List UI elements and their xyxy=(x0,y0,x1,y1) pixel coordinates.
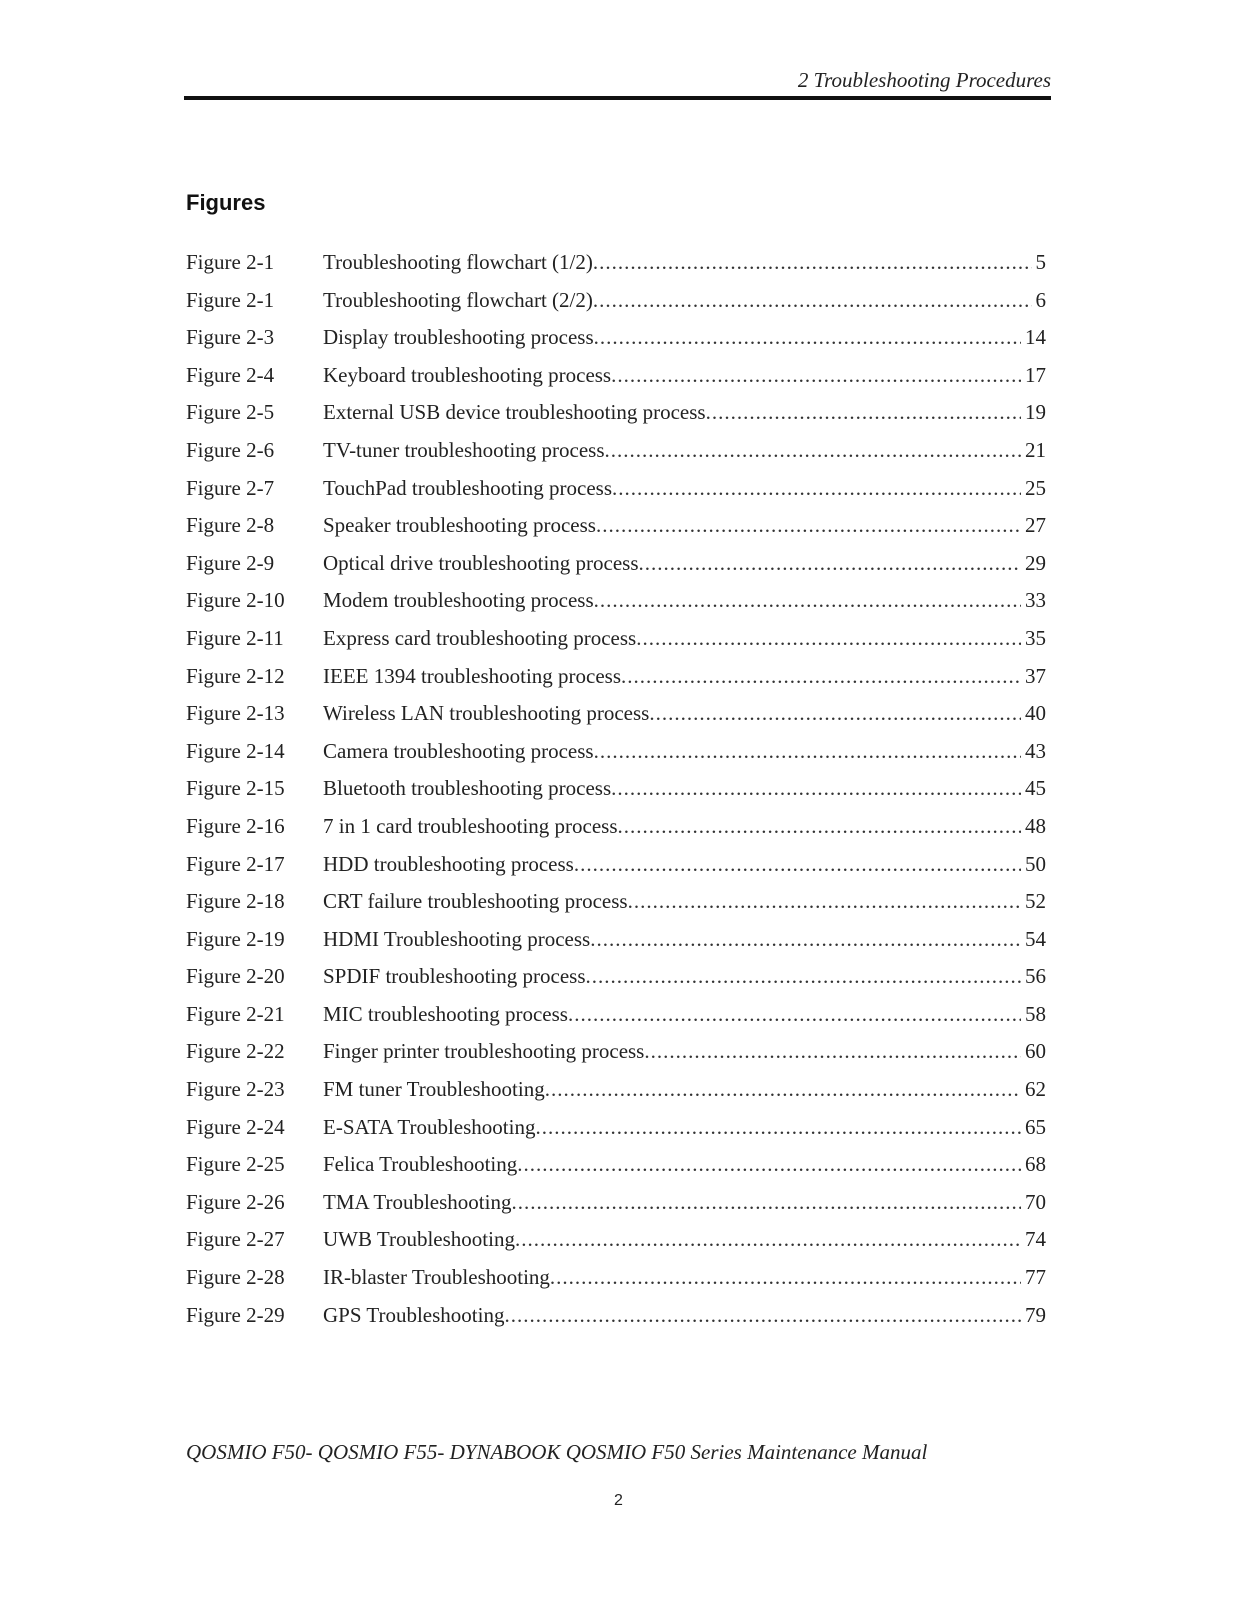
figure-entry-text xyxy=(323,662,1046,690)
figure-title: Speaker troubleshooting process xyxy=(323,513,596,538)
figure-entry-text xyxy=(323,1037,1046,1065)
figure-title: GPS Troubleshooting xyxy=(323,1302,505,1327)
figure-label: Figure 2-6 xyxy=(186,437,275,462)
figure-label: Figure 2-23 xyxy=(186,1077,285,1102)
figure-label: Figure 2-25 xyxy=(186,1152,285,1177)
figure-entry[interactable] xyxy=(186,1075,1046,1113)
figure-label: Figure 2-29 xyxy=(186,1302,285,1327)
figure-label: Figure 2-14 xyxy=(186,738,285,763)
figure-entry-text xyxy=(323,737,1046,765)
figure-page-number: 43 xyxy=(1025,738,1046,763)
figure-entry[interactable] xyxy=(186,962,1046,1000)
dot-leader xyxy=(611,361,1021,389)
figure-entry-text xyxy=(323,1225,1046,1253)
running-header: 2 Troubleshooting Procedures xyxy=(797,68,1051,92)
figure-entry-text xyxy=(323,887,1046,915)
figure-page-number: 25 xyxy=(1025,475,1046,500)
figure-page-number: 70 xyxy=(1025,1189,1046,1214)
figure-title: E-SATA Troubleshooting xyxy=(323,1114,536,1139)
figure-page-number: 45 xyxy=(1025,776,1046,801)
figure-list xyxy=(186,248,1046,1338)
figure-label: Figure 2-7 xyxy=(186,475,275,500)
figure-entry[interactable] xyxy=(186,812,1046,850)
figure-entry-text xyxy=(323,812,1046,840)
dot-leader xyxy=(511,1188,1021,1216)
figure-page-number: 40 xyxy=(1025,701,1046,726)
dot-leader xyxy=(628,887,1021,915)
figure-page-number: 62 xyxy=(1025,1077,1046,1102)
figure-label: Figure 2-1 xyxy=(186,250,275,274)
figure-entry[interactable] xyxy=(186,1037,1046,1075)
figure-page-number: 50 xyxy=(1025,851,1046,876)
dot-leader xyxy=(649,699,1021,727)
figure-entry[interactable] xyxy=(186,624,1046,662)
figure-title: 7 in 1 card troubleshooting process xyxy=(323,813,618,838)
figure-entry-text xyxy=(323,774,1046,802)
figure-entry[interactable] xyxy=(186,699,1046,737)
figure-title: Optical drive troubleshooting process xyxy=(323,550,639,575)
dot-leader xyxy=(550,1263,1021,1291)
figure-page-number: 52 xyxy=(1025,889,1046,914)
figure-page-number: 58 xyxy=(1025,1001,1046,1026)
figure-title: Keyboard troubleshooting process xyxy=(323,362,612,387)
figure-label: Figure 2-4 xyxy=(186,362,275,387)
figure-page-number: 5 xyxy=(1035,250,1046,274)
dot-leader xyxy=(636,624,1021,652)
figure-title: Troubleshooting flowchart (1/2) xyxy=(323,250,593,274)
figure-title: Wireless LAN troubleshooting process xyxy=(323,701,650,726)
figure-page-number: 65 xyxy=(1025,1114,1046,1139)
figure-page-number: 17 xyxy=(1025,362,1046,387)
figure-label: Figure 2-1 xyxy=(186,287,275,312)
figure-title: HDD troubleshooting process xyxy=(323,851,574,876)
dot-leader xyxy=(593,286,1032,314)
dot-leader xyxy=(612,474,1021,502)
figure-entry-text xyxy=(323,1075,1046,1103)
figure-title: TouchPad troubleshooting process xyxy=(323,475,612,500)
section-title: Figures xyxy=(186,190,266,215)
dot-leader xyxy=(515,1225,1021,1253)
figure-title: SPDIF troubleshooting process xyxy=(323,964,586,989)
dot-leader xyxy=(586,962,1022,990)
figure-title: Troubleshooting flowchart (2/2) xyxy=(323,287,593,312)
figure-title: UWB Troubleshooting xyxy=(323,1227,515,1252)
figure-page-number: 37 xyxy=(1025,663,1046,688)
figure-entry[interactable] xyxy=(186,850,1046,888)
figure-entry[interactable] xyxy=(186,887,1046,925)
figure-entry-text xyxy=(323,1188,1046,1216)
figure-label: Figure 2-24 xyxy=(186,1114,285,1139)
figure-page-number: 19 xyxy=(1025,400,1046,425)
figure-entry-text xyxy=(323,1301,1046,1329)
dot-leader xyxy=(545,1075,1021,1103)
figure-label: Figure 2-17 xyxy=(186,851,285,876)
figure-page-number: 54 xyxy=(1025,926,1046,951)
figure-entry[interactable] xyxy=(186,1113,1046,1151)
figure-entry[interactable] xyxy=(186,323,1046,361)
figure-page-number: 35 xyxy=(1025,625,1046,650)
figure-title: FM tuner Troubleshooting xyxy=(323,1077,545,1102)
figure-entry[interactable] xyxy=(186,662,1046,700)
figure-entry[interactable] xyxy=(186,925,1046,963)
figure-label: Figure 2-18 xyxy=(186,889,285,914)
figure-entry[interactable] xyxy=(186,586,1046,624)
figure-title: Camera troubleshooting process xyxy=(323,738,594,763)
figure-entry[interactable] xyxy=(186,774,1046,812)
figure-label: Figure 2-28 xyxy=(186,1265,285,1290)
figure-page-number: 48 xyxy=(1025,813,1046,838)
dot-leader xyxy=(594,737,1021,765)
dot-leader xyxy=(504,1301,1021,1329)
dot-leader xyxy=(535,1113,1021,1141)
figure-title: TMA Troubleshooting xyxy=(323,1189,512,1214)
figure-page-number: 14 xyxy=(1025,325,1046,350)
figure-title: TV-tuner troubleshooting process xyxy=(323,437,605,462)
figure-entry-text xyxy=(323,474,1046,502)
figure-label: Figure 2-21 xyxy=(186,1001,285,1026)
dot-leader xyxy=(593,248,1032,276)
figure-entry-text xyxy=(323,586,1046,614)
figure-entry-text xyxy=(323,436,1046,464)
figure-label: Figure 2-12 xyxy=(186,663,285,688)
dot-leader xyxy=(706,398,1021,426)
figure-label: Figure 2-13 xyxy=(186,701,285,726)
figure-entry-text xyxy=(323,323,1046,351)
figure-label: Figure 2-10 xyxy=(186,588,285,613)
figure-entry-text xyxy=(323,398,1046,426)
figure-entry-text xyxy=(323,511,1046,539)
figure-title: MIC troubleshooting process xyxy=(323,1001,568,1026)
figure-entry[interactable] xyxy=(186,474,1046,512)
figure-title: CRT failure troubleshooting process xyxy=(323,889,628,914)
figure-page-number: 6 xyxy=(1035,287,1046,312)
figure-title: Modem troubleshooting process xyxy=(323,588,594,613)
figure-entry-text xyxy=(323,624,1046,652)
figure-title: External USB device troubleshooting process xyxy=(323,400,706,425)
figure-label: Figure 2-15 xyxy=(186,776,285,801)
figure-entry[interactable] xyxy=(186,1263,1046,1301)
figure-label: Figure 2-9 xyxy=(186,550,275,575)
figure-page-number: 77 xyxy=(1025,1265,1046,1290)
dot-leader xyxy=(621,662,1021,690)
figure-title: IR-blaster Troubleshooting xyxy=(323,1265,550,1290)
dot-leader xyxy=(574,850,1021,878)
figure-title: Felica Troubleshooting xyxy=(323,1152,518,1177)
figure-title: Display troubleshooting process xyxy=(323,325,594,350)
figure-title: HDMI Troubleshooting process xyxy=(323,926,591,951)
figure-page-number: 27 xyxy=(1025,513,1046,538)
figure-label: Figure 2-22 xyxy=(186,1039,285,1064)
dot-leader xyxy=(639,549,1021,577)
figure-entry[interactable] xyxy=(186,286,1046,324)
figure-label: Figure 2-11 xyxy=(186,625,284,650)
figure-entry-text xyxy=(323,850,1046,878)
figure-title: IEEE 1394 troubleshooting process xyxy=(323,663,622,688)
figure-page-number: 33 xyxy=(1025,588,1046,613)
figure-entry-text xyxy=(323,1263,1046,1291)
figure-label: Figure 2-5 xyxy=(186,400,275,425)
figure-entry[interactable] xyxy=(186,1150,1046,1188)
figure-label: Figure 2-16 xyxy=(186,813,285,838)
page-number: 2 xyxy=(614,1492,623,1509)
figure-label: Figure 2-26 xyxy=(186,1189,285,1214)
dot-leader xyxy=(611,774,1021,802)
figure-title: Bluetooth troubleshooting process xyxy=(323,776,612,801)
figure-entry-text xyxy=(323,1150,1046,1178)
dot-leader xyxy=(568,1000,1021,1028)
dot-leader xyxy=(618,812,1021,840)
figure-entry-text xyxy=(323,1113,1046,1141)
figure-entry-text xyxy=(323,962,1046,990)
figure-label: Figure 2-19 xyxy=(186,926,285,951)
figure-page-number: 68 xyxy=(1025,1152,1046,1177)
figure-entry[interactable] xyxy=(186,737,1046,775)
figure-title: Express card troubleshooting process xyxy=(323,625,637,650)
figure-entry-text xyxy=(323,549,1046,577)
figure-entry[interactable] xyxy=(186,248,1046,286)
figure-title: Finger printer troubleshooting process xyxy=(323,1039,645,1064)
dot-leader xyxy=(590,925,1021,953)
figure-entry-text xyxy=(323,925,1046,953)
figure-entry[interactable] xyxy=(186,511,1046,549)
figure-page-number: 79 xyxy=(1025,1302,1046,1327)
figure-label: Figure 2-20 xyxy=(186,964,285,989)
figure-entry[interactable] xyxy=(186,549,1046,587)
header-rule xyxy=(184,96,1051,100)
figure-entry-text xyxy=(323,1000,1046,1028)
figure-entry-text xyxy=(323,361,1046,389)
figure-entry[interactable] xyxy=(186,1301,1046,1339)
figure-entry[interactable] xyxy=(186,1188,1046,1226)
footer-title: QOSMIO F50- QOSMIO F55- DYNABOOK QOSMIO F50 Series Maintenance Manual xyxy=(186,1440,928,1464)
figure-page-number: 29 xyxy=(1025,550,1046,575)
figure-entry-text xyxy=(323,286,1046,314)
figure-label: Figure 2-3 xyxy=(186,325,275,350)
dot-leader xyxy=(596,511,1021,539)
figure-entry-text xyxy=(323,248,1046,276)
dot-leader xyxy=(594,323,1021,351)
figure-page-number: 74 xyxy=(1025,1227,1046,1252)
figure-entry[interactable] xyxy=(186,361,1046,399)
figure-page-number: 60 xyxy=(1025,1039,1046,1064)
figure-entry[interactable] xyxy=(186,436,1046,474)
figure-entry[interactable] xyxy=(186,398,1046,436)
figure-entry-text xyxy=(323,699,1046,727)
dot-leader xyxy=(605,436,1021,464)
dot-leader xyxy=(594,586,1021,614)
figure-page-number: 21 xyxy=(1025,437,1046,462)
figure-entry[interactable] xyxy=(186,1225,1046,1263)
figure-entry[interactable] xyxy=(186,1000,1046,1038)
figure-page-number: 56 xyxy=(1025,964,1046,989)
figure-label: Figure 2-8 xyxy=(186,513,275,538)
dot-leader xyxy=(644,1037,1021,1065)
dot-leader xyxy=(517,1150,1021,1178)
figure-label: Figure 2-27 xyxy=(186,1227,285,1252)
